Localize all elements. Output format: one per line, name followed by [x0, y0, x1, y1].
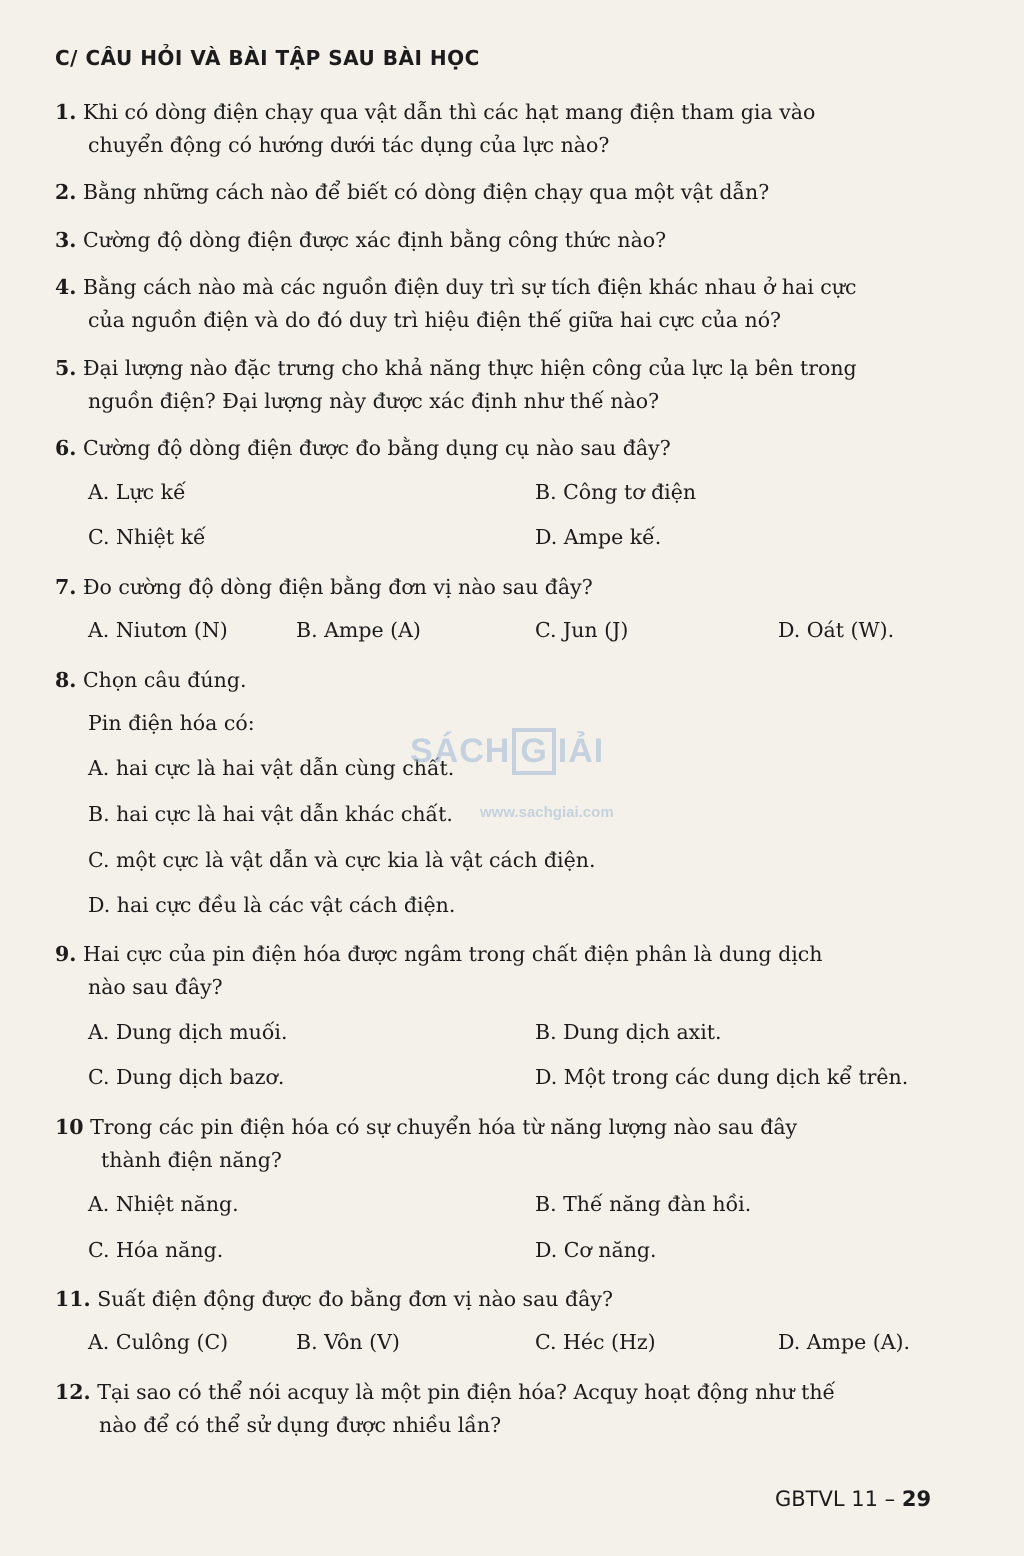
section-heading: C/ CÂU HỎI VÀ BÀI TẬP SAU BÀI HỌC	[55, 46, 480, 70]
question-4	[55, 271, 955, 337]
question-text: Chọn câu đúng.	[82, 668, 247, 692]
question-9	[55, 938, 955, 1004]
question-text-cont: chuyển động có hướng dưới tác dụng của lực nào?	[88, 133, 610, 157]
question-subtext: Pin điện hóa có:	[88, 711, 255, 735]
question-1	[55, 96, 955, 162]
option-b: B. Thế năng đàn hồi.	[535, 1192, 752, 1216]
question-number: 5.	[55, 356, 77, 380]
question-text: Cường độ dòng điện được xác định bằng công thức nào?	[82, 228, 667, 252]
option-b: B. Ampe (A)	[296, 618, 421, 642]
question-12	[55, 1376, 955, 1442]
question-text-cont: nào sau đây?	[88, 975, 223, 999]
question-8	[55, 664, 955, 697]
option-a: A. Niutơn (N)	[88, 618, 228, 642]
question-number: 3.	[55, 228, 77, 252]
question-number: 8.	[55, 668, 77, 692]
question-number: 1.	[55, 100, 77, 124]
question-text: Đo cường độ dòng điện bằng đơn vị nào sau đây?	[82, 575, 593, 599]
question-text: Hai cực của pin điện hóa được ngâm trong chất điện phân là dung dịch	[82, 942, 823, 966]
question-5	[55, 352, 955, 418]
question-number: 9.	[55, 942, 77, 966]
question-text: Bằng cách nào mà các nguồn điện duy trì sự tích điện khác nhau ở hai cực	[82, 275, 857, 299]
option-c: C. Jun (J)	[535, 618, 629, 642]
option-d: D. Cơ năng.	[535, 1238, 657, 1262]
question-7	[55, 571, 955, 604]
option-d: D. Ampe (A).	[778, 1330, 911, 1354]
option-b: B. Dung dịch axit.	[535, 1020, 722, 1044]
option-c: C. Héc (Hz)	[535, 1330, 656, 1354]
question-6	[55, 432, 955, 465]
option-c: C. một cực là vật dẫn và cực kia là vật cách điện.	[88, 848, 596, 872]
question-number: 7.	[55, 575, 77, 599]
question-number: 2.	[55, 180, 77, 204]
question-10	[55, 1111, 955, 1177]
option-a: A. Culông (C)	[88, 1330, 229, 1354]
page-footer	[775, 1487, 931, 1511]
question-number: 11.	[55, 1287, 91, 1311]
question-text: Đại lượng nào đặc trưng cho khả năng thực hiện công của lực lạ bên trong	[82, 356, 857, 380]
watermark-logo-box: G	[512, 728, 555, 775]
option-c: C. Nhiệt kế	[88, 525, 206, 549]
option-a: A. Nhiệt năng.	[88, 1192, 239, 1216]
option-c: C. Dung dịch bazơ.	[88, 1065, 285, 1089]
question-number: 6.	[55, 436, 77, 460]
option-b: B. Vôn (V)	[296, 1330, 400, 1354]
book-code: GBTVL 11 –	[775, 1487, 896, 1511]
option-a: A. Lực kế	[88, 480, 186, 504]
option-d: D. Oát (W).	[778, 618, 895, 642]
question-text-cont: thành điện năng?	[101, 1148, 282, 1172]
option-b: B. Công tơ điện	[535, 480, 697, 504]
watermark-text-right: IẢI	[557, 732, 605, 770]
question-2	[55, 176, 955, 209]
question-text: Bằng những cách nào để biết có dòng điện chạy qua một vật dẫn?	[82, 180, 770, 204]
option-c: C. Hóa năng.	[88, 1238, 224, 1262]
option-a: A. hai cực là hai vật dẫn cùng chất.	[88, 756, 455, 780]
question-number: 10	[55, 1115, 84, 1139]
watermark-url: www.sachgiai.com	[480, 804, 614, 821]
option-d: D. Một trong các dung dịch kể trên.	[535, 1065, 909, 1089]
question-text-cont: của nguồn điện và do đó duy trì hiệu điện thế giữa hai cực của nó?	[88, 308, 782, 332]
option-b: B. hai cực là hai vật dẫn khác chất.	[88, 802, 453, 826]
question-text: Tại sao có thể nói acquy là một pin điện hóa? Acquy hoạt động như thế	[97, 1380, 836, 1404]
option-d: D. Ampe kế.	[535, 525, 662, 549]
question-text: Trong các pin điện hóa có sự chuyển hóa từ năng lượng nào sau đây	[90, 1115, 798, 1139]
question-text-cont: nào để có thể sử dụng được nhiều lần?	[99, 1413, 502, 1437]
question-number: 4.	[55, 275, 77, 299]
question-text-cont: nguồn điện? Đại lượng này được xác định như thế nào?	[88, 389, 660, 413]
question-text: Khi có dòng điện chạy qua vật dẫn thì các hạt mang điện tham gia vào	[82, 100, 816, 124]
question-text: Suất điện động được đo bằng đơn vị nào sau đây?	[97, 1287, 613, 1311]
option-a: A. Dung dịch muối.	[88, 1020, 288, 1044]
question-text: Cường độ dòng điện được đo bằng dụng cụ nào sau đây?	[82, 436, 671, 460]
page-number: 29	[901, 1487, 932, 1511]
watermark-text-left: SÁCH	[410, 732, 511, 770]
question-number: 12.	[55, 1380, 91, 1404]
option-d: D. hai cực đều là các vật cách điện.	[88, 893, 456, 917]
question-3	[55, 224, 955, 257]
watermark	[410, 728, 614, 821]
question-11	[55, 1283, 955, 1316]
